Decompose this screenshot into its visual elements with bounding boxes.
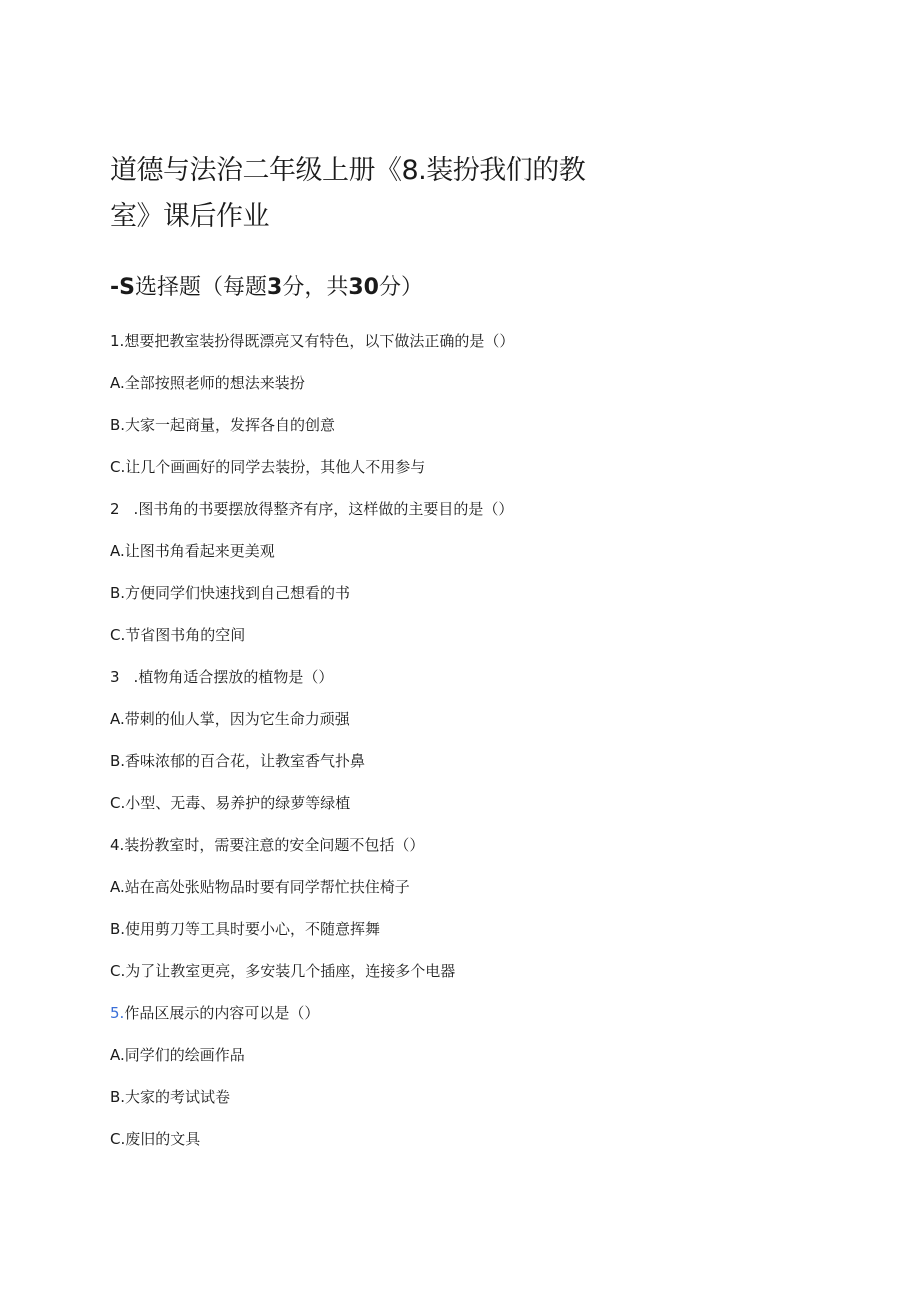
- question-stem: [110, 662, 810, 704]
- question-text: 想要把教室装扮得既漂亮又有特色，以下做法正确的是（）: [124, 332, 515, 350]
- section-num-a: 3: [267, 275, 283, 300]
- option-c: C.为了让教室更亮，多安装几个插座，连接多个电器: [110, 962, 456, 980]
- question-text: 装扮教室时，需要注意的安全问题不包括（）: [124, 836, 425, 854]
- question-text: .植物角适合摆放的植物是（）: [133, 668, 334, 686]
- option-c: C.让几个画画好的同学去装扮，其他人不用参与: [110, 458, 426, 476]
- option-a: A.让图书角看起来更美观: [110, 542, 275, 560]
- question-stem: [110, 830, 810, 872]
- section-text-b: 分，共: [282, 275, 349, 300]
- question-5: [110, 998, 810, 1166]
- question-number: 3: [110, 668, 120, 686]
- document-title: [110, 148, 630, 240]
- section-text-a: 选择题（每题: [134, 275, 267, 300]
- option-a: A.站在高处张贴物品时要有同学帮忙扶住椅子: [110, 878, 410, 896]
- section-num-b: 30: [348, 275, 379, 300]
- option-b: B.大家的考试试卷: [110, 1088, 231, 1106]
- section-heading: [110, 270, 423, 306]
- question-3: [110, 662, 810, 830]
- option-c: C.节省图书角的空间: [110, 626, 246, 644]
- question-stem: [110, 326, 810, 368]
- question-number: 2: [110, 500, 120, 518]
- question-number: 4.: [110, 836, 125, 854]
- question-stem: [110, 494, 810, 536]
- question-4: [110, 830, 810, 998]
- title-line-2: 室》课后作业: [110, 201, 269, 232]
- option-b: B.香味浓郁的百合花，让教室香气扑鼻: [110, 752, 366, 770]
- section-prefix: -S: [110, 275, 135, 300]
- question-list: [110, 326, 810, 1166]
- option-a: A.同学们的绘画作品: [110, 1046, 245, 1064]
- option-b: B.大家一起商量，发挥各自的创意: [110, 416, 336, 434]
- option-c: C.废旧的文具: [110, 1130, 201, 1148]
- question-number: 5.: [110, 1004, 125, 1022]
- question-text: 作品区展示的内容可以是（）: [124, 1004, 320, 1022]
- option-a: A.全部按照老师的想法来装扮: [110, 374, 305, 392]
- option-c: C.小型、无毒、易养护的绿萝等绿植: [110, 794, 351, 812]
- question-stem: [110, 998, 810, 1040]
- title-line-1: 道德与法治二年级上册《8.装扮我们的教: [110, 155, 586, 186]
- option-b: B.方便同学们快速找到自己想看的书: [110, 584, 351, 602]
- section-text-c: 分）: [378, 275, 423, 300]
- question-text: .图书角的书要摆放得整齐有序，这样做的主要目的是（）: [133, 500, 514, 518]
- question-1: [110, 326, 810, 494]
- question-2: [110, 494, 810, 662]
- option-b: B.使用剪刀等工具时要小心，不随意挥舞: [110, 920, 381, 938]
- question-number: 1.: [110, 332, 125, 350]
- option-a: A.带刺的仙人掌，因为它生命力顽强: [110, 710, 350, 728]
